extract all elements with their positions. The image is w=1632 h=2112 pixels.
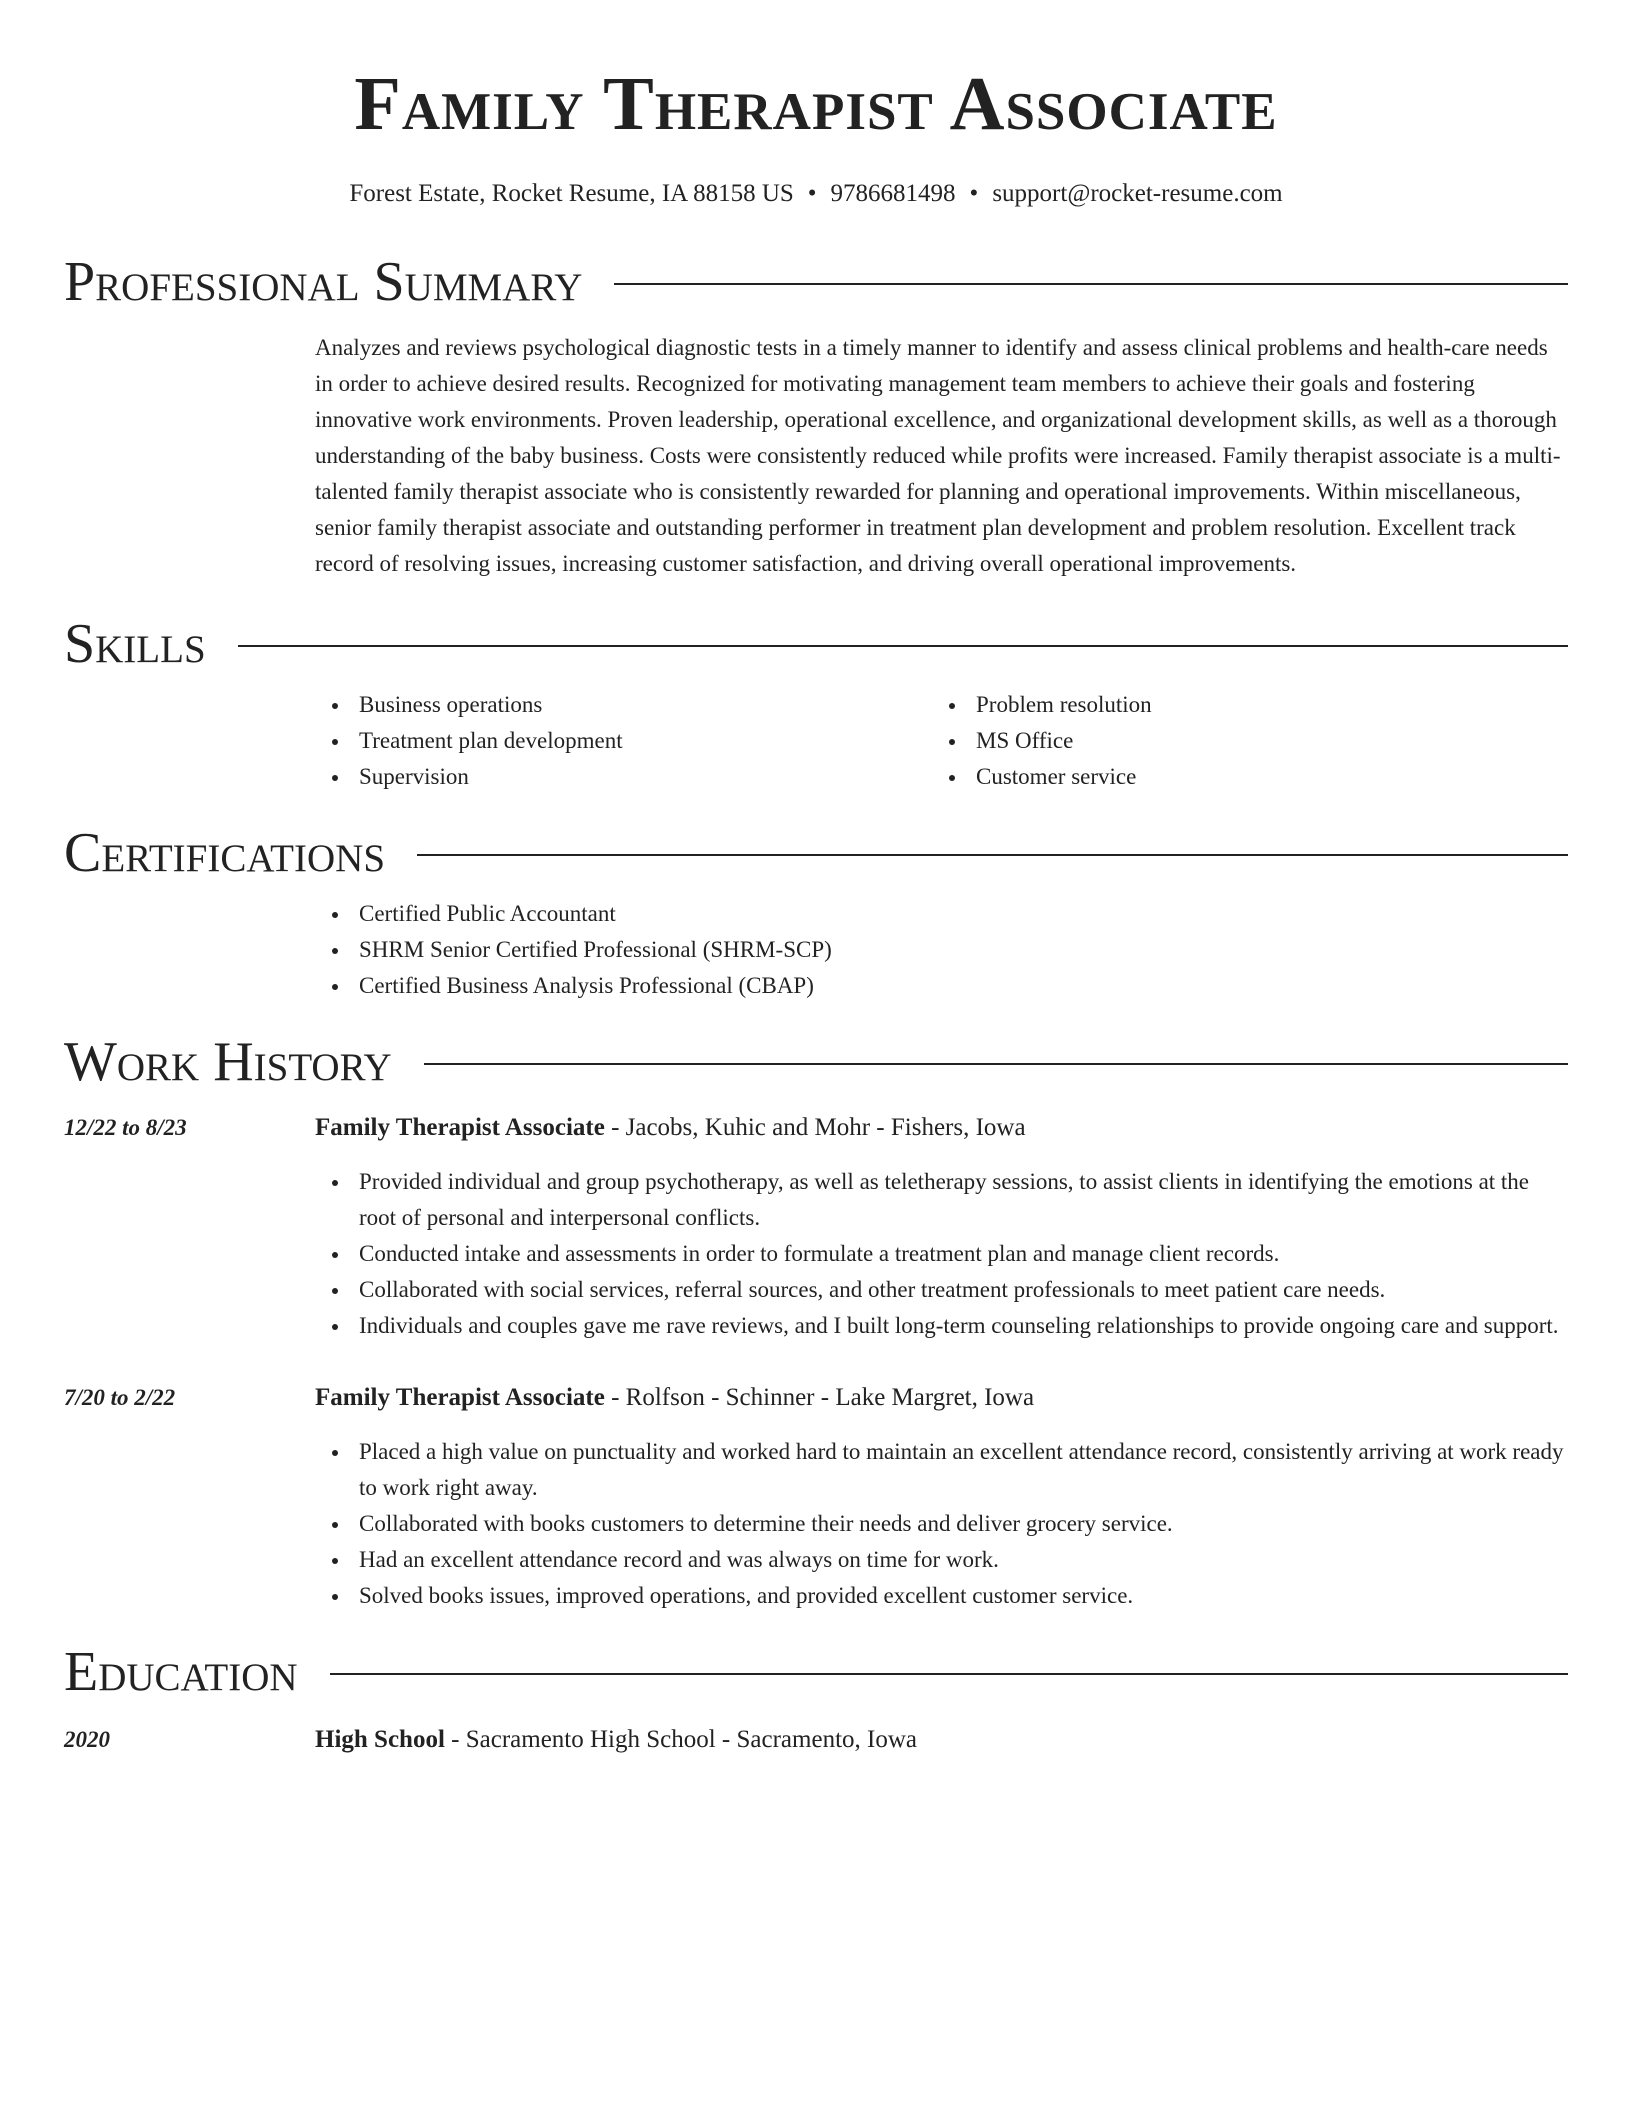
skill-item: Supervision [315, 759, 932, 795]
contact-phone: 9786681498 [830, 180, 956, 207]
job-duty-item: Provided individual and group psychotherapy, as well as teletherapy sessions, to assist clients in identifying the emotions at the root of personal and interpersonal conflicts. [315, 1164, 1568, 1236]
job-details [315, 1110, 1568, 1344]
job-duties [315, 1164, 1568, 1344]
job-title-line [315, 1380, 1568, 1416]
job-dates: 12/22 to 8/23 [64, 1115, 187, 1140]
certifications-list [315, 896, 1568, 1004]
certifications-section-header [64, 822, 1568, 884]
job-duties [315, 1434, 1568, 1614]
skill-item: Treatment plan development [315, 723, 932, 759]
candidate-name: Family Therapist Associate [354, 62, 1278, 146]
job-title: Family Therapist Associate [315, 1384, 605, 1411]
contact-separator: • [969, 180, 979, 207]
resume-page [64, 0, 1568, 1758]
job-duty-item: Collaborated with social services, referral sources, and other treatment professionals to meet patient care needs. [315, 1272, 1568, 1308]
summary-heading: Professional Summary [64, 251, 583, 313]
education-entry [64, 1722, 1568, 1758]
job-duty-item: Placed a high value on punctuality and worked hard to maintain an excellent attendance record, consistently arriving at work ready to work right away. [315, 1434, 1568, 1506]
work-history-section-header [64, 1031, 1568, 1093]
job-entry [64, 1110, 1568, 1344]
skills-body [315, 687, 1568, 795]
job-title: Family Therapist Associate [315, 1114, 605, 1141]
job-duty-item: Individuals and couples gave me rave reviews, and I built long-term counseling relationships to provide ongoing care and support. [315, 1308, 1568, 1344]
certifications-body [315, 896, 1568, 1004]
job-duty-item: Collaborated with books customers to determine their needs and deliver grocery service. [315, 1506, 1568, 1542]
skills-section-header [64, 613, 1568, 675]
job-details [315, 1380, 1568, 1614]
certifications-heading: Certifications [64, 822, 386, 884]
job-duty-item: Solved books issues, improved operations, and provided excellent customer service. [315, 1578, 1568, 1614]
education-degree: High School [315, 1726, 445, 1753]
skill-item: MS Office [932, 723, 1568, 759]
education-line [315, 1722, 1568, 1758]
job-employer: - Rolfson - Schinner - Lake Margret, Iowa [604, 1384, 1035, 1411]
section-divider [417, 854, 1568, 856]
job-entry [64, 1380, 1568, 1614]
skill-item: Business operations [315, 687, 932, 723]
summary-section-header [64, 251, 1568, 313]
education-details [315, 1722, 1568, 1758]
section-divider [238, 645, 1568, 647]
job-duty-item: Conducted intake and assessments in order to formulate a treatment plan and manage client records. [315, 1236, 1568, 1272]
skills-list [315, 687, 1568, 795]
education-school: - Sacramento High School - Sacramento, Iowa [444, 1726, 917, 1753]
education-year: 2020 [64, 1727, 110, 1752]
contact-separator: • [807, 180, 817, 207]
certification-item: SHRM Senior Certified Professional (SHRM-SCP) [315, 932, 1568, 968]
skill-item: Customer service [932, 759, 1568, 795]
job-employer: - Jacobs, Kuhic and Mohr - Fishers, Iowa [604, 1114, 1026, 1141]
certification-item: Certified Public Accountant [315, 896, 1568, 932]
contact-address: Forest Estate, Rocket Resume, IA 88158 US [349, 180, 794, 207]
skill-item: Problem resolution [932, 687, 1568, 723]
skills-heading: Skills [64, 613, 206, 675]
contact-email: support@rocket-resume.com [992, 180, 1283, 207]
job-duty-item: Had an excellent attendance record and was always on time for work. [315, 1542, 1568, 1578]
education-section-header [64, 1641, 1568, 1703]
summary-text: Analyzes and reviews psychological diagnostic tests in a timely manner to identify and assess clinical problems and health-care needs in order to achieve desired results. Recognized for motivating management team members to achieve their goals and fostering innovative work environments. Proven leadership, operational excellence, and organizational development skills, as well as a thorough understanding of the baby business. Costs were consistently reduced while profits were increased. Family therapist associate is a multi-talented family therapist associate who is consistently rewarded for planning and operational improvements. Within miscellaneous, senior family therapist associate and outstanding performer in treatment plan development and problem resolution. Excellent track record of resolving issues, increasing customer satisfaction, and driving overall operational improvements. [315, 335, 1561, 576]
contact-line [64, 180, 1568, 208]
section-divider [424, 1063, 1568, 1065]
education-heading: Education [64, 1641, 298, 1703]
job-title-line [315, 1110, 1568, 1146]
certification-item: Certified Business Analysis Professional (CBAP) [315, 968, 1568, 1004]
section-divider [330, 1673, 1568, 1675]
job-dates: 7/20 to 2/22 [64, 1385, 176, 1410]
section-divider [614, 283, 1568, 285]
work-history-heading: Work History [64, 1031, 392, 1093]
